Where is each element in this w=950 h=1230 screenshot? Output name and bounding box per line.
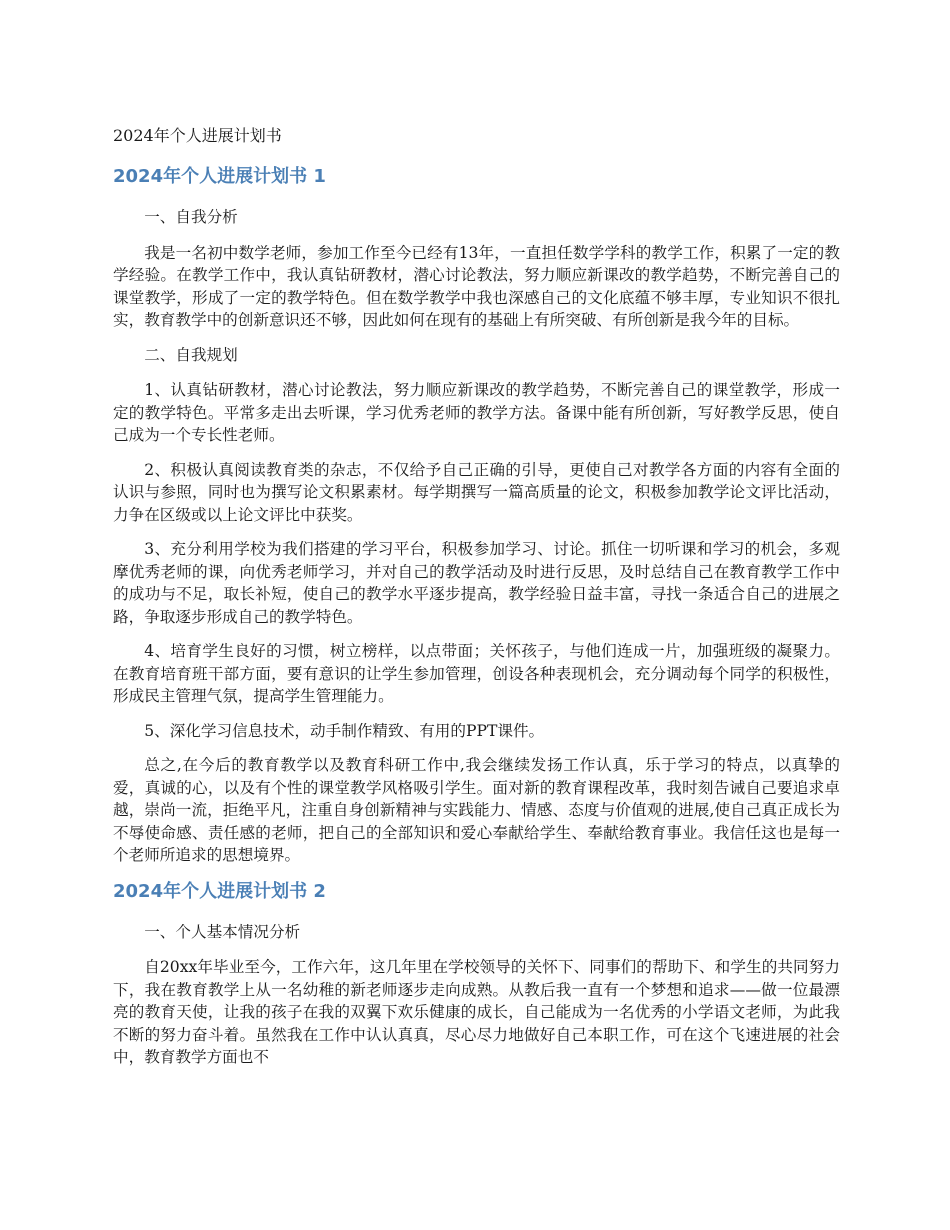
subheading-self-plan: 二、自我规划 [144,345,238,364]
paragraph: 5、深化学习信息技术，动手制作精致、有用的PPT课件。 [144,721,545,740]
paragraph: 2、积极认真阅读教育类的杂志，不仅给予自己正确的引导，更使自己对教学各方面的内容有全面的认识与参照，同时也为撰写论文积累素材。每学期撰写一篇高质量的论文，积极参加教学论文评比活动，力争在区级或以上论文评比中获奖。 [113,460,840,524]
paragraph: 1、认真钻研教材，潜心讨论教法，努力顺应新课改的教学趋势，不断完善自己的课堂教学，形成一定的教学特色。平常多走出去听课，学习优秀老师的教学方法。备课中能有所创新，写好教学反思，使自己成为一个专长性老师。 [113,381,840,444]
paragraph: 自20xx年毕业至今，工作六年，这几年里在学校领导的关怀下、同事们的帮助下、和学生的共同努力下，我在教育教学上从一名幼稚的新老师逐步走向成熟。从教后我一直有一个梦想和追求——做一位最漂亮的教育天使，让我的孩子在我的双翼下欢乐健康的成长，自己能成为一名优秀的小学语文老师，为此我不断的努力奋斗着。虽然我在工作中认认真真，尽心尽力地做好自己本职工作，可在这个飞速进展的社会中，教育教学方面也不 [113,958,840,1066]
paragraph: 我是一名初中数学老师，参加工作至今已经有13年，一直担任数学学科的教学工作，积累了一定的教学经验。在教学工作中，我认真钻研教材，潜心讨论教法，努力顺应新课改的教学趋势，不断完善自己的课堂教学，形成了一定的教学特色。但在数学教学中我也深感自己的文化底蕴不够丰厚，专业知识不很扎实，教育教学中的创新意识还不够，因此如何在现有的基础上有所突破、有所创新是我今年的目标。 [113,243,840,329]
document-title: 2024年个人进展计划书 [113,126,282,145]
section-heading: 2024年个人进展计划书 2 [113,880,326,902]
document-page [113,124,840,1081]
subheading-self-analysis: 一、自我分析 [144,208,238,226]
paragraph: 4、培育学生良好的习惯，树立榜样，以点带面；关怀孩子，与他们连成一片，加强班级的凝聚力。在教育培育班干部方面，要有意识的让学生参加管理，创设各种表现机会，充分调动每个同学的积极性，形成民主管理气氛，提高学生管理能力。 [113,642,840,705]
section-1 [113,164,840,867]
subheading-basic-analysis: 一、个人基本情况分析 [144,922,301,941]
paragraph: 总之,在今后的教育教学以及教育科研工作中,我会继续发扬工作认真，乐于学习的特点，以真挚的爱，真诚的心，以及有个性的课堂教学风格吸引学生。面对新的教育课程改革，我时刻告诫自己要追求卓越，崇尚一流，拒绝平凡，注重自身创新精神与实践能力、情感、态度与价值观的进展,使自己真正成长为不辱使命感、责任感的老师，把自己的全部知识和爱心奉献给学生、奉献给教育事业。我信任这也是每一个老师所追求的思想境界。 [113,756,840,864]
paragraph: 3、充分利用学校为我们搭建的学习平台，积极参加学习、讨论。抓住一切听课和学习的机会，多观摩优秀老师的课，向优秀老师学习，并对自己的教学活动及时进行反思，及时总结自己在教育教学工作中的成功与不足，取长补短，使自己的教学水平逐步提高，教学经验日益丰富，寻找一条适合自己的进展之路，争取逐步形成自己的教学特色。 [113,540,840,626]
section-heading: 2024年个人进展计划书 1 [113,166,326,187]
section-2 [113,879,840,1069]
